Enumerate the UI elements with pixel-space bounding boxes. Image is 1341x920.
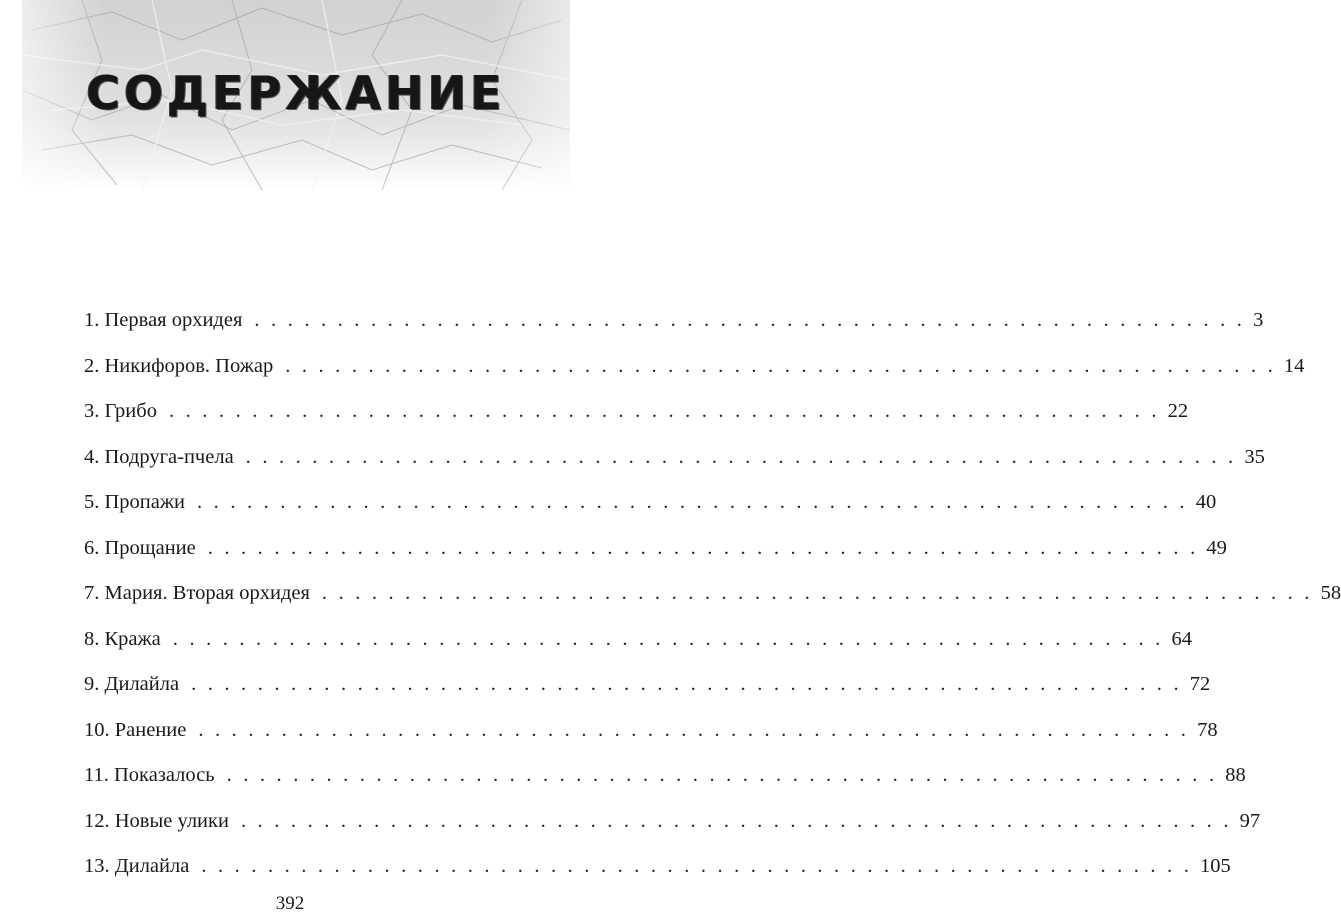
toc-entry-title: 13. Дилайла (84, 855, 190, 877)
page-title: СОДЕРЖАНИЕ (86, 66, 506, 120)
toc-entry-page: 78 (1197, 718, 1218, 741)
toc-entry-title: 3. Грибо (84, 400, 157, 422)
table-of-contents (84, 300, 1341, 892)
toc-dot-leader: . . . . . . . . . . . . . . . . . . . . . . . . . . . . . . . . . . . . . . . . . . . . . . . . . . . . . . . . . . . . (207, 536, 1199, 559)
toc-entry-page: 88 (1225, 764, 1246, 786)
toc-entry-page: 97 (1239, 809, 1261, 832)
toc-entry-title: 9. Дилайла (84, 673, 180, 695)
toc-entry-title: 6. Прощание (84, 536, 196, 559)
toc-entry-page: 14 (1283, 354, 1305, 377)
toc-entry-page: 3 (1253, 309, 1264, 331)
toc-dot-leader: . . . . . . . . . . . . . . . . . . . . . . . . . . . . . . . . . . . . . . . . . . . . . . . . . . . . . . . . . . . . (240, 809, 1232, 832)
toc-entry-title: 10. Ранение (84, 718, 187, 741)
toc-entry (84, 573, 1341, 619)
toc-dot-leader: . . . . . . . . . . . . . . . . . . . . . . . . . . . . . . . . . . . . . . . . . . . . . . . . . . . . . . . . . . . . (197, 491, 1188, 513)
toc-dot-leader: . . . . . . . . . . . . . . . . . . . . . . . . . . . . . . . . . . . . . . . . . . . . . . . . . . . . . . . . . . . . (245, 445, 1237, 468)
toc-dot-leader: . . . . . . . . . . . . . . . . . . . . . . . . . . . . . . . . . . . . . . . . . . . . . . . . . . . . . . . . . . . . (172, 627, 1164, 650)
toc-entry-title: 8. Кража (84, 627, 161, 650)
toc-dot-leader: . . . . . . . . . . . . . . . . . . . . . . . . . . . . . . . . . . . . . . . . . . . . . . . . . . . . . . . . . . . . (198, 718, 1190, 741)
toc-entry-page: 72 (1189, 673, 1211, 695)
toc-entry (84, 710, 1218, 756)
toc-entry-page: 35 (1244, 445, 1265, 468)
toc-dot-leader: . . . . . . . . . . . . . . . . . . . . . . . . . . . . . . . . . . . . . . . . . . . . . . . . . . . . . . . . . . . . (226, 764, 1218, 786)
toc-entry (84, 528, 1227, 574)
toc-entry-page: 40 (1195, 491, 1217, 513)
toc-entry-page: 49 (1206, 536, 1227, 559)
toc-entry-title: 5. Пропажи (84, 491, 186, 513)
toc-dot-leader: . . . . . . . . . . . . . . . . . . . . . . . . . . . . . . . . . . . . . . . . . . . . . . . . . . . . . . . . . . . . (254, 309, 1246, 331)
toc-entry (84, 619, 1192, 665)
toc-entry-title: 7. Мария. Вторая орхидея (84, 582, 310, 604)
toc-entry-title: 4. Подруга-пчела (84, 445, 234, 468)
toc-entry-page: 64 (1171, 627, 1192, 650)
toc-entry (84, 801, 1261, 847)
toc-entry-page: 58 (1320, 582, 1341, 604)
toc-entry (84, 300, 1264, 346)
toc-entry-title: 2. Никифоров. Пожар (84, 354, 274, 377)
page-number: 392 (275, 893, 305, 914)
toc-entry-page: 105 (1200, 855, 1231, 877)
header-banner (22, 0, 570, 190)
toc-entry-page: 22 (1167, 400, 1189, 422)
toc-dot-leader: . . . . . . . . . . . . . . . . . . . . . . . . . . . . . . . . . . . . . . . . . . . . . . . . . . . . . . . . . . . . (321, 582, 1313, 604)
toc-entry (84, 346, 1305, 392)
toc-dot-leader: . . . . . . . . . . . . . . . . . . . . . . . . . . . . . . . . . . . . . . . . . . . . . . . . . . . . . . . . . . . . (201, 855, 1193, 877)
toc-entry-title: 1. Первая орхидея (84, 309, 243, 331)
toc-dot-leader: . . . . . . . . . . . . . . . . . . . . . . . . . . . . . . . . . . . . . . . . . . . . . . . . . . . . . . . . . . . . (168, 400, 1160, 422)
toc-entry-title: 12. Новые улики (84, 809, 229, 832)
toc-entry (84, 482, 1217, 528)
toc-entry-title: 11. Показалось (84, 764, 215, 786)
toc-dot-leader: . . . . . . . . . . . . . . . . . . . . . . . . . . . . . . . . . . . . . . . . . . . . . . . . . . . . . . . . . . . . (191, 673, 1182, 695)
toc-entry (84, 391, 1189, 437)
toc-entry (84, 664, 1211, 710)
toc-dot-leader: . . . . . . . . . . . . . . . . . . . . . . . . . . . . . . . . . . . . . . . . . . . . . . . . . . . . . . . . . . . . (285, 354, 1276, 377)
toc-entry (84, 437, 1265, 483)
toc-entry (84, 755, 1246, 801)
toc-entry (84, 846, 1231, 892)
